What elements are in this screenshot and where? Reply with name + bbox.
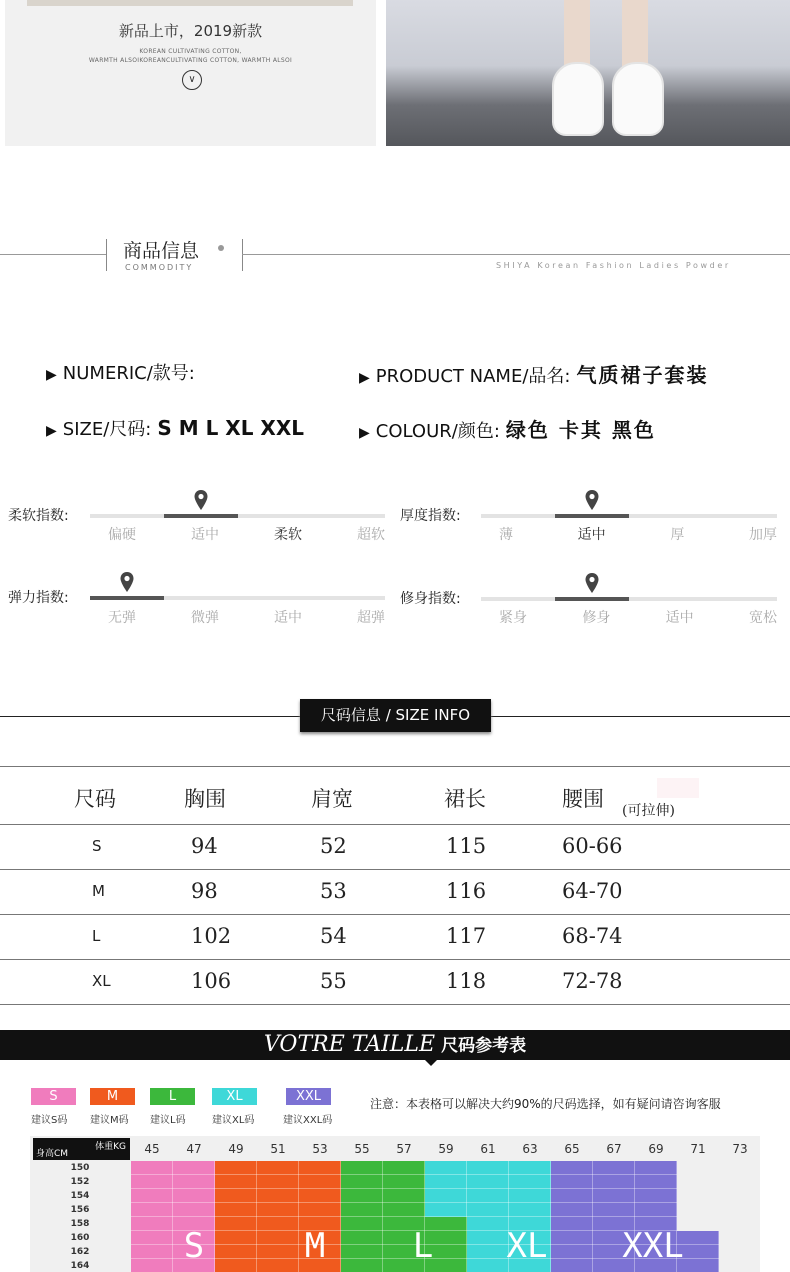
height-tick: 156	[70, 1205, 90, 1215]
table-cell: 117	[446, 924, 487, 948]
header-size: 尺码	[74, 787, 116, 811]
table-cell: 98	[191, 879, 218, 903]
banner-photo	[386, 0, 790, 146]
height-tick: 162	[70, 1247, 90, 1257]
table-cell: S	[92, 837, 102, 855]
index-track	[481, 514, 777, 518]
votre-taille-title	[0, 1030, 790, 1060]
shoe-left	[552, 62, 604, 136]
size-info-title: 尺码信息 / SIZE INFO	[300, 699, 491, 732]
votre-taille-zh: 尺码参考表	[441, 1036, 527, 1056]
banner-title: 新品上市，2019新款	[118, 22, 263, 40]
legend-caption: 建议S码	[31, 1115, 68, 1126]
commodity-divider-right	[242, 239, 243, 271]
triangle-right-icon: ▶	[46, 367, 57, 383]
height-header: 身高CM	[36, 1149, 69, 1159]
product-name-value: 气质裙子套装	[576, 363, 709, 387]
table-cell: 53	[320, 879, 347, 903]
height-tick: 150	[70, 1163, 90, 1173]
colour-value: 绿色 卡其 黑色	[505, 418, 656, 442]
weight-tick: 57	[396, 1142, 412, 1156]
index-track-fill	[164, 514, 238, 518]
commodity-dot	[218, 245, 224, 251]
index-ticks	[108, 524, 385, 544]
table-cell: 102	[191, 924, 232, 948]
index-track	[90, 514, 385, 518]
votre-taille-fr: VOTRE TAILLE	[263, 1032, 436, 1057]
table-cell: 54	[320, 924, 347, 948]
header-length: 裙长	[444, 787, 486, 811]
index-label: 弹力指数:	[8, 590, 69, 606]
commodity-line-left	[0, 254, 106, 255]
legend-caption: 建议M码	[90, 1115, 129, 1126]
table-row	[0, 825, 790, 870]
banner-subtitle	[5, 47, 376, 65]
table-cell: 72-78	[562, 969, 623, 993]
table-cell: 52	[320, 834, 347, 858]
table-cell: 116	[446, 879, 487, 903]
height-tick: 160	[70, 1233, 90, 1243]
weight-tick: 69	[648, 1142, 664, 1156]
header-bust: 胸围	[184, 787, 226, 811]
size-info-line-left	[0, 716, 300, 717]
weight-tick: 71	[690, 1142, 706, 1156]
index-tick: 修身	[582, 610, 611, 626]
table-cell: 115	[446, 834, 487, 858]
weight-header: 体重KG	[95, 1142, 126, 1152]
location-pin-icon	[584, 572, 600, 594]
commodity-line-right	[242, 254, 790, 255]
size-info-line	[46, 415, 304, 441]
legend-chip: L	[150, 1088, 195, 1105]
index-ticks	[499, 524, 777, 544]
index-tick: 紧身	[499, 610, 527, 626]
table-cell: 64-70	[562, 879, 623, 903]
index-tick: 适中	[274, 610, 302, 626]
index-label: 柔软指数:	[8, 508, 69, 524]
legend-chip: M	[90, 1088, 135, 1105]
index-label: 修身指数:	[400, 591, 461, 607]
index-tick: 适中	[665, 610, 694, 626]
index-tick: 超软	[357, 527, 385, 543]
table-cell: 60-66	[562, 834, 623, 858]
commodity-title: 商品信息	[123, 240, 200, 262]
index-tick: 宽松	[748, 610, 777, 626]
height-tick: 152	[70, 1177, 90, 1187]
title-pointer	[423, 1058, 439, 1066]
index-track-fill	[555, 514, 629, 518]
index-label: 厚度指数:	[400, 508, 461, 524]
commodity-english: SHIYA Korean Fashion Ladies Powder	[496, 261, 731, 270]
highlight-swatch	[657, 778, 699, 798]
product-name-info	[359, 359, 708, 388]
table-cell: L	[92, 927, 101, 945]
index-ticks	[499, 607, 777, 627]
weight-tick: 63	[522, 1142, 538, 1156]
table-cell: XL	[92, 972, 111, 990]
legend-chip: XL	[212, 1088, 257, 1105]
table-cell: 118	[446, 969, 487, 993]
weight-tick: 51	[270, 1142, 286, 1156]
table-row	[0, 915, 790, 960]
triangle-right-icon: ▶	[359, 370, 370, 386]
index-tick: 适中	[191, 527, 219, 543]
location-pin-icon	[193, 489, 209, 511]
index-tick: 柔软	[274, 527, 302, 543]
location-pin-icon	[584, 489, 600, 511]
table-cell: 106	[191, 969, 232, 993]
height-tick: 154	[70, 1191, 90, 1201]
weight-tick: 53	[312, 1142, 328, 1156]
banner-band	[27, 0, 353, 6]
weight-tick: 65	[564, 1142, 580, 1156]
weight-tick: 73	[732, 1142, 748, 1156]
index-track-fill	[555, 597, 629, 601]
size-value: S M L XL XXL	[157, 416, 305, 440]
waist-note: (可拉伸)	[622, 803, 675, 819]
commodity-subtitle: COMMODITY	[125, 263, 194, 272]
weight-tick: 67	[606, 1142, 622, 1156]
weight-tick: 47	[186, 1142, 202, 1156]
size-block-label: XL	[506, 1226, 548, 1266]
index-tick: 厚	[670, 527, 685, 543]
index-tick: 适中	[577, 527, 606, 543]
size-block-label: M	[304, 1226, 326, 1266]
weight-tick: 49	[228, 1142, 244, 1156]
index-track	[90, 596, 385, 600]
legend-chip: S	[31, 1088, 76, 1105]
table-cell: 68-74	[562, 924, 623, 948]
colour-info	[359, 414, 656, 443]
index-tick: 加厚	[748, 527, 777, 543]
size-block-label: L	[412, 1226, 434, 1266]
index-track	[481, 597, 777, 601]
size-label: SIZE/尺码:	[62, 419, 152, 440]
size-info-line-right	[491, 716, 790, 717]
index-ticks	[108, 607, 385, 627]
size-block	[551, 1161, 677, 1231]
index-tick: 微弹	[191, 610, 219, 626]
numeric-info	[46, 359, 201, 385]
legend-caption: 建议L码	[150, 1115, 186, 1126]
index-tick: 偏硬	[108, 527, 136, 543]
index-track-fill	[90, 596, 164, 600]
index-tick: 薄	[499, 527, 513, 543]
weight-tick: 61	[480, 1142, 496, 1156]
grid-corner	[33, 1138, 130, 1160]
triangle-right-icon: ▶	[46, 423, 57, 439]
table-cell: 94	[191, 834, 218, 858]
height-tick: 164	[70, 1261, 90, 1271]
reference-note: 注意：本表格可以解决大约90%的尺码选择，如有疑问请咨询客服	[370, 1097, 721, 1111]
header-waist: 腰围	[562, 787, 604, 811]
chevron-down-circle-icon[interactable]: ∨	[182, 70, 202, 90]
legend-caption: 建议XL码	[212, 1115, 255, 1126]
size-block-label: S	[183, 1226, 205, 1266]
size-block	[425, 1161, 551, 1217]
commodity-divider-left	[106, 239, 107, 271]
triangle-right-icon: ▶	[359, 425, 370, 441]
numeric-label: NUMERIC/款号:	[62, 363, 195, 384]
product-name-label: PRODUCT NAME/品名:	[375, 366, 571, 387]
legend-caption: 建议XXL码	[283, 1115, 333, 1126]
location-pin-icon	[119, 571, 135, 593]
weight-tick: 55	[354, 1142, 370, 1156]
index-tick: 超弹	[357, 610, 385, 626]
table-cell: 55	[320, 969, 347, 993]
banner-subtitle-2: WARMTH ALSOIKOREANCULTIVATING COTTON, WARMTH ALSOI	[88, 57, 293, 64]
weight-tick: 59	[438, 1142, 454, 1156]
banner-left	[5, 0, 376, 146]
weight-tick: 45	[144, 1142, 160, 1156]
table-row	[0, 870, 790, 915]
banner-subtitle-1: KOREAN CULTIVATING COTTON,	[139, 48, 242, 55]
index-tick: 无弹	[108, 610, 136, 626]
table-cell: M	[92, 882, 105, 900]
size-block-label: XXL	[622, 1226, 684, 1266]
table-row	[0, 960, 790, 1005]
height-tick: 158	[70, 1219, 90, 1229]
size-table-header	[0, 766, 790, 825]
legend-chip: XXL	[286, 1088, 331, 1105]
shoe-right	[612, 62, 664, 136]
colour-label: COLOUR/颜色:	[375, 421, 500, 442]
header-shoulder: 肩宽	[311, 787, 353, 811]
